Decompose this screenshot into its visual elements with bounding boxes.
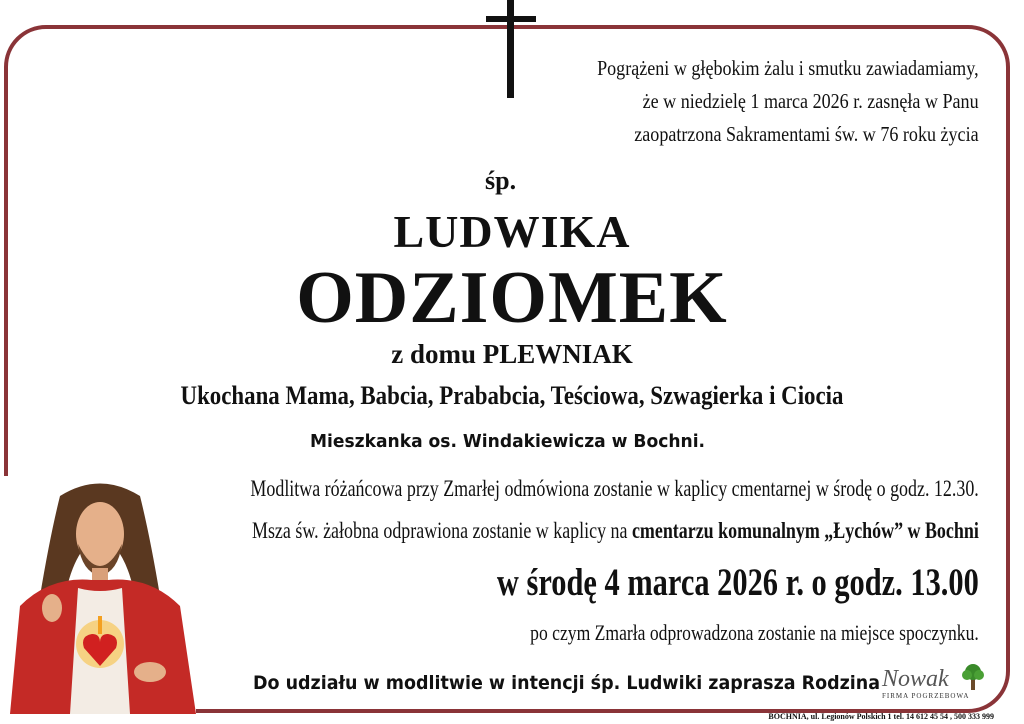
logo-name: Nowak [882,666,949,692]
invitation-line: Do udziału w modlitwie w intencji śp. Ludwiki zaprasza Rodzina [253,672,881,694]
maiden-name: z domu PLEWNIAK [391,339,633,369]
mass-info [252,518,979,544]
last-name: ODZIOMEK [296,257,728,339]
intro-text [597,52,979,151]
tree-icon [960,662,986,692]
cross-icon [486,0,536,100]
name-prefix: śp. [485,166,517,195]
residence-line: Mieszkanka os. Windakiewicza w Bochni. [310,431,706,452]
mass-prefix: Msza św. żałobna odprawiona zostanie w kaplicy na [252,518,633,543]
funeral-home-logo [880,666,990,702]
footer-address: BOCHNIA, ul. Legionów Polskich 1 tel. 14 612 45 54 , 500 333 999 [768,712,994,721]
intro-line-3: zaopatrzona Sakramentami św. w 76 roku życia [634,122,979,146]
sacred-heart-image [0,476,196,714]
first-name: LUDWIKA [393,206,631,257]
intro-line-1: Pogrążeni w głębokim żalu i smutku zawiadamiamy, [597,56,979,80]
relations-line: Ukochana Mama, Babcia, Prababcia, Teściowa, Szwagierka i Ciocia [180,381,844,410]
after-ceremony: po czym Zmarła odprowadzona zostanie na miejsce spoczynku. [530,620,979,645]
rosary-info: Modlitwa różańcowa przy Zmarłej odmówiona zostanie w kaplicy cmentarnej w środę o godz. 12.30. [250,476,979,501]
intro-line-2: że w niedzielę 1 marca 2026 r. zasnęła w Panu [643,89,979,113]
logo-subtitle: FIRMA POGRZEBOWA [882,692,970,700]
funeral-datetime: w środę 4 marca 2026 r. o godz. 13.00 [497,561,979,604]
mass-place: cmentarzu komunalnym „Łychów” w Bochni [632,518,979,543]
